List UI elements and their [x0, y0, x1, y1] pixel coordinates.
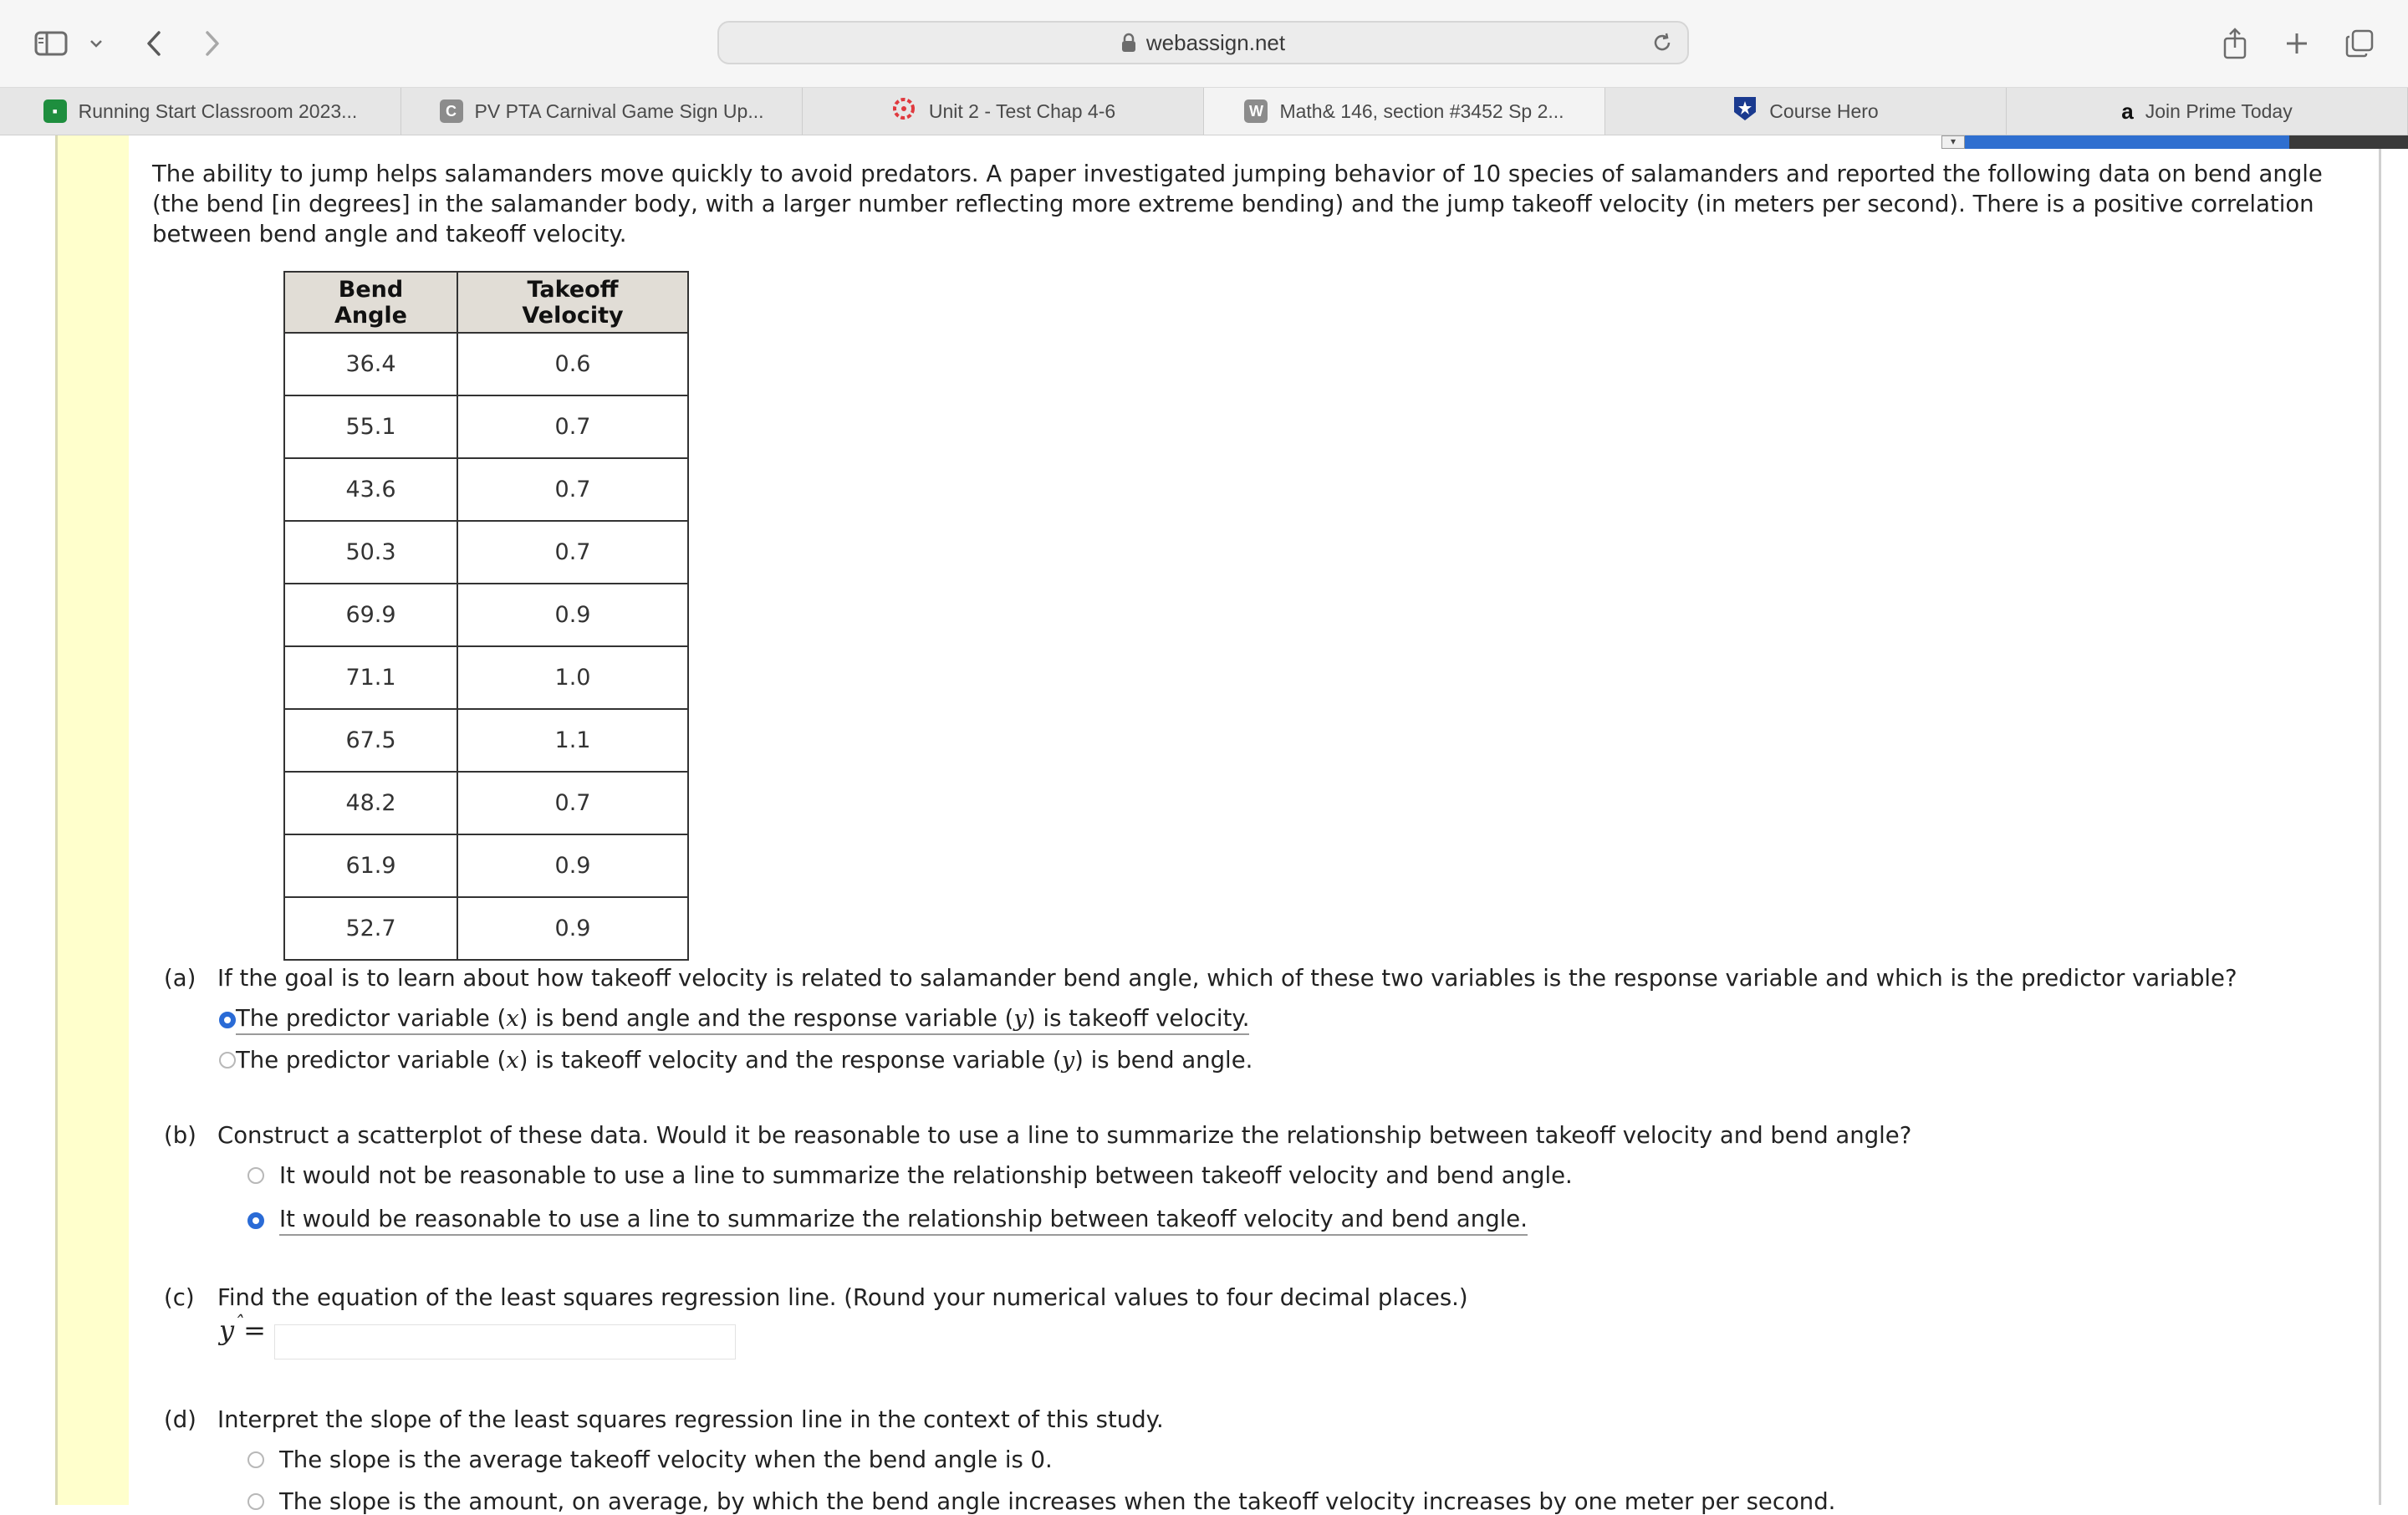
option-text: The slope is the average takeoff velocity when the bend angle is 0. — [279, 1446, 1053, 1473]
part-a-option-1[interactable] — [219, 1005, 1249, 1035]
tab-bar — [0, 88, 2408, 135]
yhat-label: $y^ˆ=$ — [219, 1314, 266, 1346]
table-cell: 1.1 — [457, 709, 688, 772]
table-row — [284, 333, 688, 395]
option-text: It would not be reasonable to use a line to summarize the relationship between takeoff velocity and bend angle. — [279, 1162, 1573, 1189]
table-header: Takeoff Velocity — [457, 272, 688, 333]
part-label: (b) — [164, 1122, 196, 1149]
tab-label: Math& 146, section #3452 Sp 2... — [1279, 99, 1564, 122]
part-label: (a) — [164, 965, 196, 992]
table-row — [284, 521, 688, 584]
table-cell: 43.6 — [284, 458, 457, 521]
top-progress-bar — [1965, 135, 2289, 149]
radio-selected[interactable] — [219, 1012, 236, 1028]
tab-label: Course Hero — [1769, 99, 1879, 122]
question-text: Find the equation of the least squares regression line. (Round your numerical values to four decimal places.) — [217, 1284, 1468, 1311]
table-cell: 1.0 — [457, 646, 688, 709]
table-cell: 0.6 — [457, 333, 688, 395]
dropdown-arrow-icon[interactable]: ▾ — [1941, 135, 1965, 149]
tab-label: Running Start Classroom 2023... — [78, 99, 358, 122]
question-text: If the goal is to learn about how takeoff velocity is related to salamander bend angle, which of these two variables is the response variable and which is the predictor variable? — [217, 965, 2237, 992]
part-label: (d) — [164, 1406, 196, 1433]
canvas-icon — [890, 95, 917, 127]
address-text: webassign.net — [1145, 29, 1286, 55]
table-cell: 69.9 — [284, 584, 457, 646]
part-b-option-1[interactable] — [247, 1162, 1573, 1189]
table-cell: 0.9 — [457, 834, 688, 897]
w-icon: W — [1244, 99, 1268, 123]
part-a-option-2[interactable] — [219, 1047, 1252, 1074]
radio-unselected[interactable] — [219, 1052, 236, 1069]
table-cell: 0.7 — [457, 458, 688, 521]
tab-pv-pta[interactable] — [401, 88, 803, 135]
table-cell: 55.1 — [284, 395, 457, 458]
back-icon[interactable] — [139, 22, 169, 65]
tab-label: Unit 2 - Test Chap 4-6 — [928, 99, 1116, 122]
table-row — [284, 897, 688, 960]
address-bar[interactable] — [717, 21, 1689, 64]
part-b-option-2[interactable] — [247, 1206, 1528, 1236]
table-cell: 0.7 — [457, 772, 688, 834]
part-d-option-2[interactable] — [247, 1488, 1835, 1515]
table-cell: 67.5 — [284, 709, 457, 772]
tab-label: Join Prime Today — [2145, 99, 2293, 122]
c-icon: C — [440, 99, 463, 123]
table-row — [284, 584, 688, 646]
radio-selected[interactable] — [247, 1212, 264, 1229]
table-row — [284, 709, 688, 772]
option-text: The slope is the amount, on average, by which the bend angle increases when the takeoff velocity increases by one meter per second. — [279, 1488, 1836, 1515]
lock-icon — [1121, 33, 1136, 53]
table-cell: 50.3 — [284, 521, 457, 584]
browser-toolbar — [0, 0, 2408, 88]
tab-unit-2[interactable] — [803, 88, 1204, 135]
question-text: Interpret the slope of the least squares regression line in the context of this study. — [217, 1406, 1164, 1433]
table-cell: 0.9 — [457, 897, 688, 960]
table-cell: 71.1 — [284, 646, 457, 709]
table-cell: 0.7 — [457, 395, 688, 458]
regression-answer-input[interactable] — [274, 1324, 736, 1359]
tab-overview-icon[interactable] — [2343, 22, 2376, 65]
table-cell: 0.9 — [457, 584, 688, 646]
reload-icon[interactable] — [1650, 31, 1674, 58]
question-side-strip — [55, 135, 129, 1505]
radio-unselected[interactable] — [247, 1167, 264, 1184]
content-border — [2379, 135, 2381, 1505]
tab-course-hero[interactable] — [1605, 88, 2007, 135]
option-text: The predictor variable (x) is takeoff velocity and the response variable (y) is bend angle. — [236, 1047, 1253, 1074]
chevron-down-icon[interactable] — [87, 22, 105, 65]
option-text: It would be reasonable to use a line to summarize the relationship between takeoff velocity and bend angle. — [279, 1206, 1528, 1236]
table-row — [284, 395, 688, 458]
table-cell: 52.7 — [284, 897, 457, 960]
table-row — [284, 646, 688, 709]
part-d-option-1[interactable] — [247, 1446, 1053, 1473]
coursehero-icon — [1732, 95, 1758, 127]
tab-math-146[interactable] — [1204, 88, 1605, 135]
table-row — [284, 458, 688, 521]
part-a-question — [164, 965, 2237, 992]
table-header: Bend Angle — [284, 272, 457, 333]
share-icon[interactable] — [2219, 22, 2251, 65]
part-b-question — [164, 1122, 1911, 1149]
tab-label: PV PTA Carnival Game Sign Up... — [474, 99, 764, 122]
table-row — [284, 834, 688, 897]
radio-unselected[interactable] — [247, 1451, 264, 1468]
top-dark-bar — [2289, 135, 2408, 149]
forward-icon[interactable] — [197, 22, 227, 65]
table-cell: 0.7 — [457, 521, 688, 584]
tab-prime[interactable] — [2007, 88, 2408, 135]
table-row — [284, 772, 688, 834]
part-label: (c) — [164, 1284, 195, 1311]
sidebar-toggle-icon[interactable] — [32, 22, 70, 65]
amazon-icon: a — [2121, 98, 2134, 124]
option-text: The predictor variable (x) is bend angle and the response variable (y) is takeoff velocity. — [236, 1005, 1249, 1035]
table-cell: 36.4 — [284, 333, 457, 395]
tab-running-start[interactable] — [0, 88, 401, 135]
part-c-question — [164, 1284, 1468, 1311]
classroom-icon: ▪ — [43, 99, 67, 123]
radio-unselected[interactable] — [247, 1493, 264, 1510]
webassign-page — [0, 135, 2408, 1515]
part-d-question — [164, 1406, 1164, 1433]
table-cell: 48.2 — [284, 772, 457, 834]
data-table — [283, 271, 689, 961]
problem-intro: The ability to jump helps salamanders move quickly to avoid predators. A paper investigated jumping behavior of 10 species of salamanders and reported the following data on bend angle (the bend [in degrees] in the salamander body, with a larger number reflecting more extreme bending) and the jump takeoff velocity (in meters per second). There is a positive correlation between bend angle and takeoff velocity. — [152, 161, 2323, 247]
question-text: Construct a scatterplot of these data. Would it be reasonable to use a line to summarize the relationship between takeoff velocity and bend angle? — [217, 1122, 1912, 1149]
new-tab-icon[interactable] — [2281, 22, 2313, 65]
table-cell: 61.9 — [284, 834, 457, 897]
